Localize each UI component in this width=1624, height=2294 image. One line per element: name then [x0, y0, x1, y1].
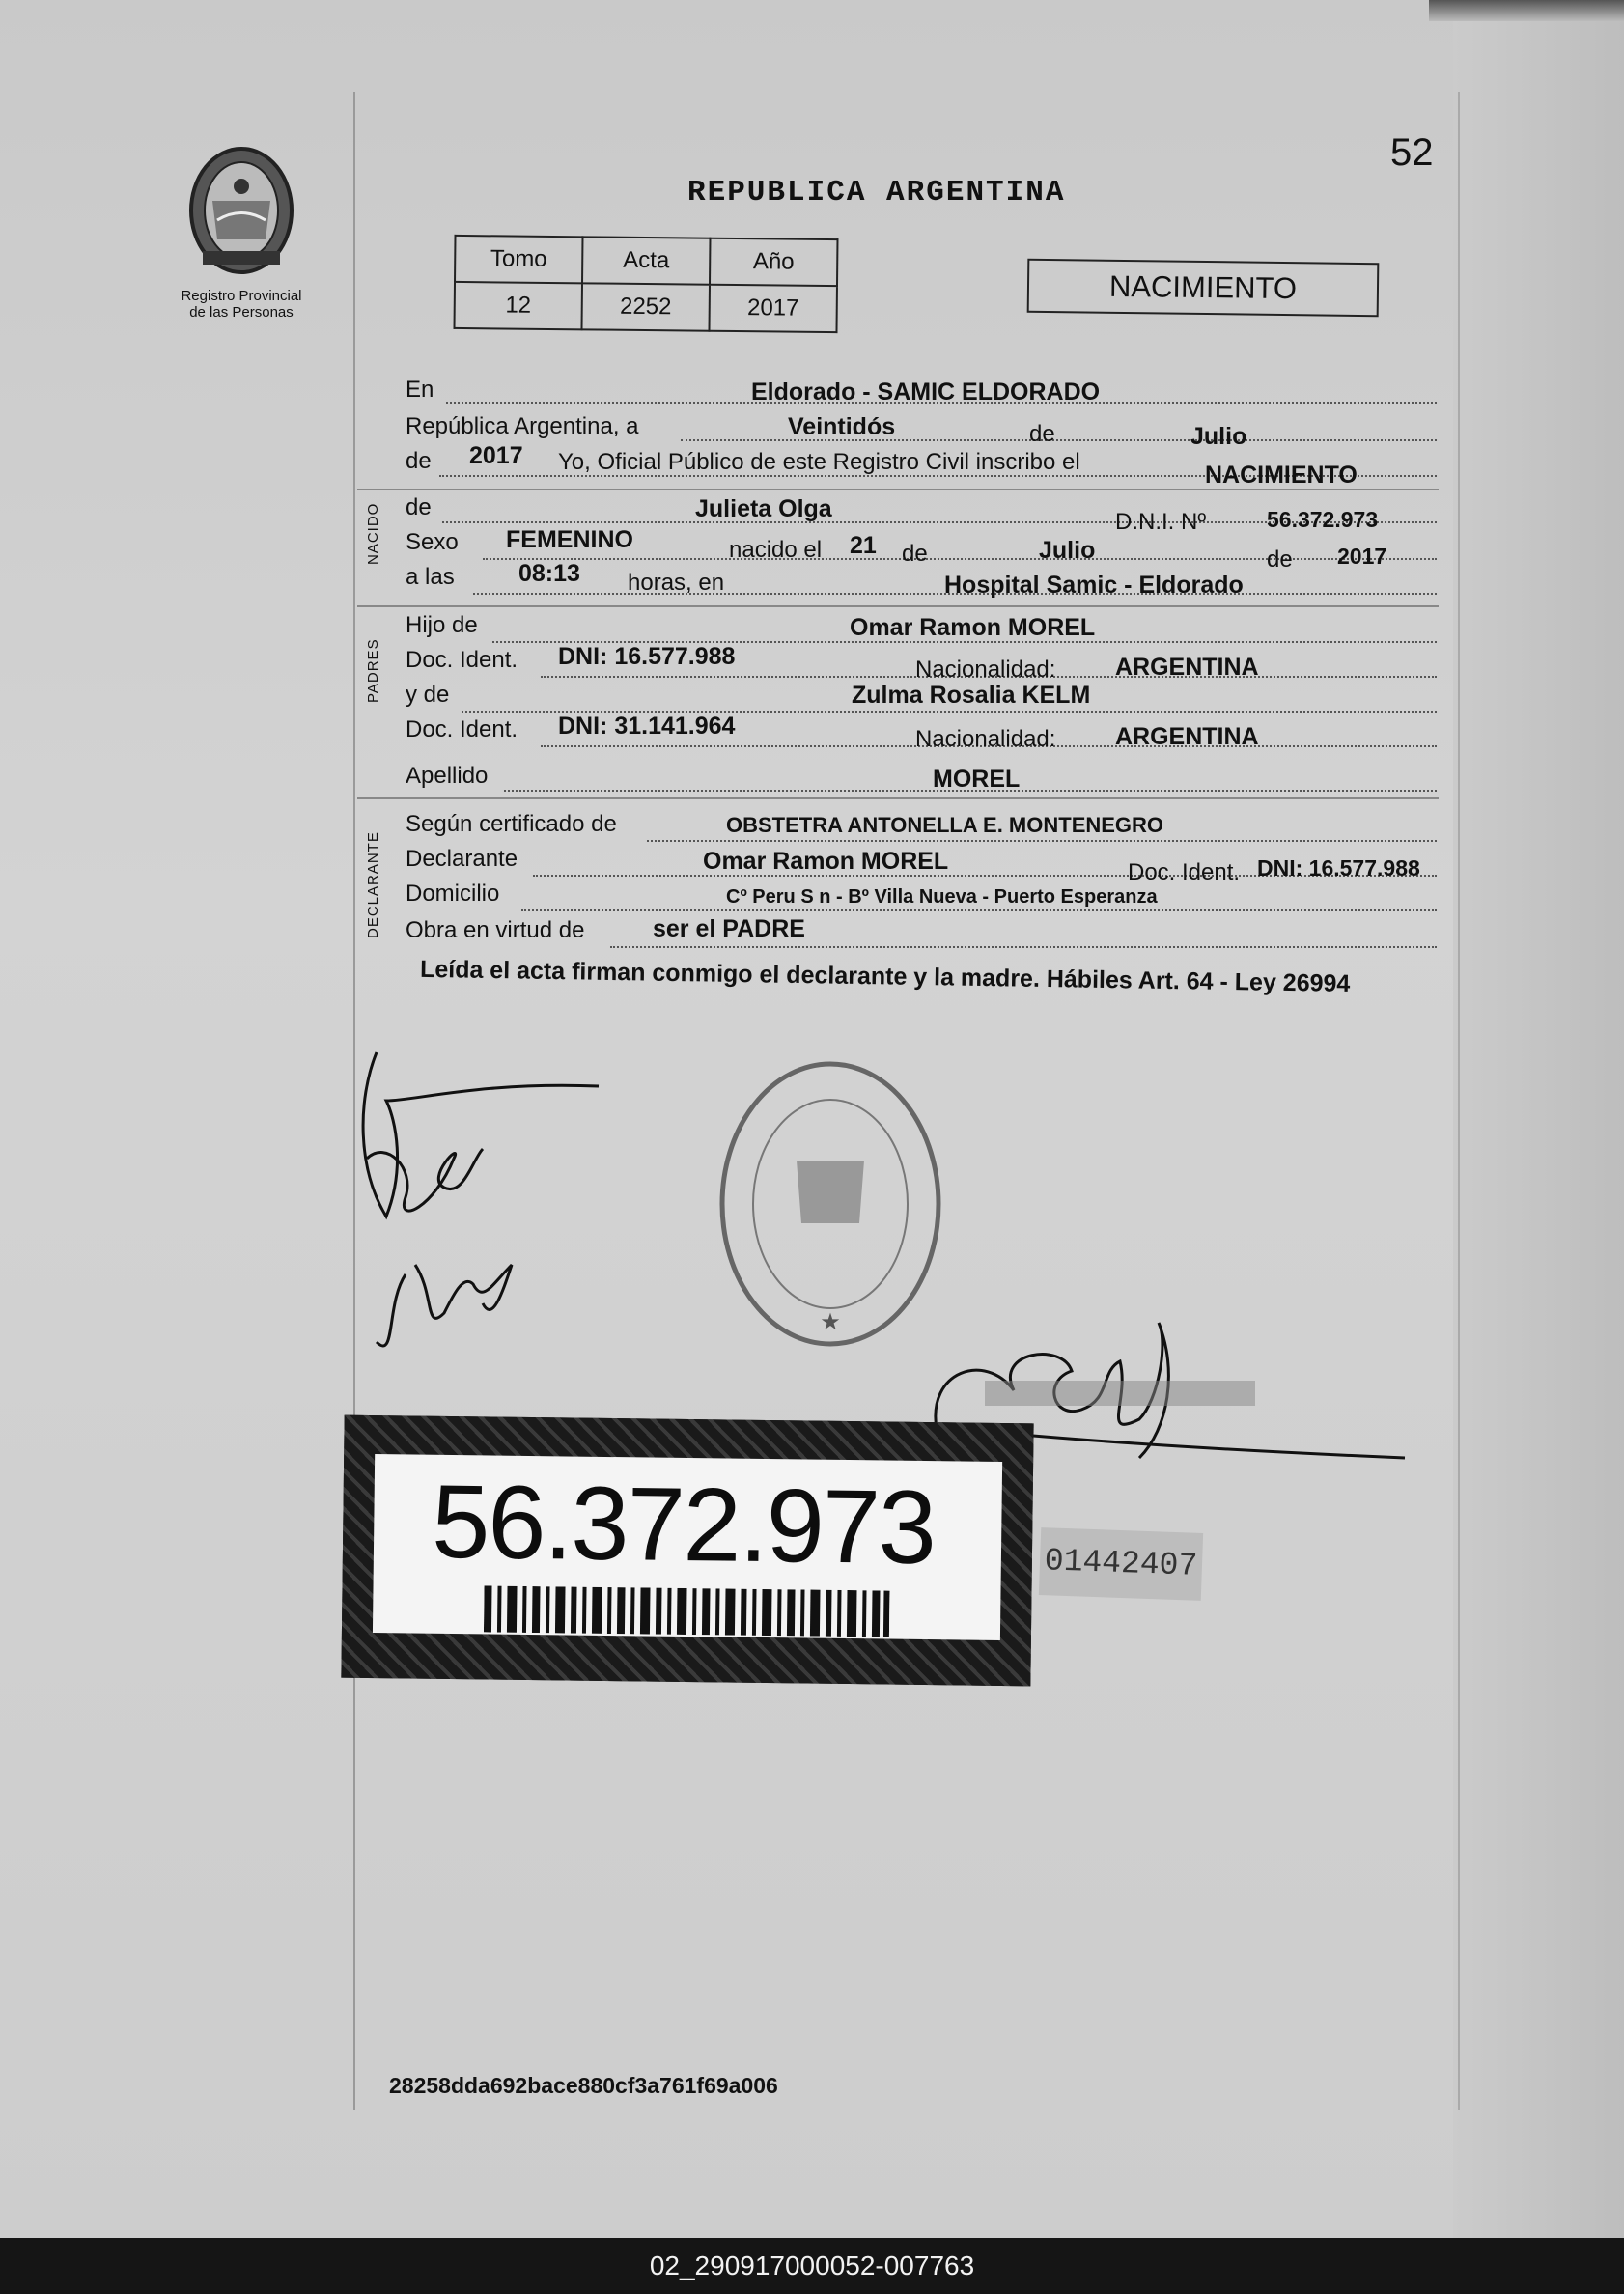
id-label-number: 56.372.973 [431, 1462, 936, 1586]
separator-line [357, 605, 1439, 607]
serial-stamp: 01442407 [1039, 1527, 1203, 1601]
separator-line [357, 797, 1439, 799]
declarant-signature [348, 1043, 618, 1361]
label-domicilio: Domicilio [406, 881, 500, 907]
label-de-mes: de [902, 541, 928, 567]
label-nac-padre: Nacionalidad: [915, 657, 1056, 683]
label-y-de: y de [406, 682, 450, 708]
value-acta: 2252 [582, 283, 710, 330]
act-type-box: NACIMIENTO [1027, 259, 1380, 317]
value-domicilio: Cº Peru S n - Bº Villa Nueva - Puerto Esperanza [726, 886, 1158, 908]
label-doc-madre: Doc. Ident. [406, 716, 518, 742]
value-madre-doc: DNI: 31.141.964 [558, 713, 736, 740]
value-apellido: MOREL [933, 766, 1021, 793]
value-padre-nac: ARGENTINA [1115, 654, 1259, 681]
value-nac-dia: 21 [850, 532, 877, 559]
dotted-line [610, 946, 1437, 948]
side-label-padres: PADRES [365, 638, 381, 703]
country-title: REPUBLICA ARGENTINA [687, 176, 1066, 210]
value-madre: Zulma Rosalia KELM [852, 682, 1091, 709]
province-emblem-logo [174, 143, 309, 278]
label-nacido-el: nacido el [729, 537, 823, 563]
registry-caption-line-2: de las Personas [189, 304, 294, 321]
label-de-anio: de [406, 448, 432, 474]
right-margin-line [1458, 92, 1460, 2110]
label-obra: Obra en virtud de [406, 917, 585, 943]
document-hash: 28258dda692bace880cf3a761f69a006 [389, 2073, 778, 2098]
value-declarante: Omar Ramon MOREL [703, 848, 949, 875]
label-yo: Yo, Oficial Público de este Registro Civil inscribo el [558, 449, 1080, 475]
value-obra: ser el PADRE [653, 915, 805, 942]
side-label-declarante: DECLARANTE [365, 831, 381, 938]
dotted-line [647, 840, 1437, 842]
value-nombre: Julieta Olga [695, 495, 832, 522]
page-corner [1429, 0, 1624, 21]
value-lugar: Hospital Samic - Eldorado [944, 572, 1244, 599]
footer-id: 02_290917000052-007763 [0, 2238, 1624, 2294]
barcode-icon [484, 1585, 890, 1637]
registry-caption-line-1: Registro Provincial [181, 288, 302, 304]
value-anio: 2017 [709, 285, 836, 332]
value-certificado: OBSTETRA ANTONELLA E. MONTENEGRO [726, 813, 1164, 837]
value-dni: 56.372.973 [1267, 507, 1379, 532]
official-seal [710, 1054, 951, 1354]
label-hijo-de: Hijo de [406, 612, 478, 638]
label-horas-en: horas, en [628, 570, 725, 596]
record-table [453, 235, 838, 333]
label-nac-madre: Nacionalidad: [915, 726, 1056, 752]
registry-caption [154, 288, 328, 321]
value-nac-anio: 2017 [1337, 544, 1387, 569]
value-tomo: 12 [455, 282, 582, 329]
header-acta: Acta [582, 237, 710, 284]
value-sexo: FEMENINO [506, 526, 633, 553]
value-padre-doc: DNI: 16.577.988 [558, 643, 736, 670]
label-de-anio-nac: de [1267, 546, 1293, 573]
header-anio: Año [710, 238, 837, 286]
value-dia: Veintidós [788, 413, 896, 440]
label-en: En [406, 377, 434, 403]
dotted-line [483, 558, 1437, 560]
svg-text:★: ★ [820, 1308, 841, 1335]
value-anio: 2017 [469, 442, 523, 469]
label-de-nombre: de [406, 494, 432, 520]
id-label-panel [373, 1454, 1002, 1640]
value-nac-mes: Julio [1039, 537, 1096, 564]
value-hora: 08:13 [518, 560, 580, 587]
label-dni: D.N.I. Nº [1115, 509, 1207, 535]
label-decl-doc: Doc. Ident. [1128, 859, 1241, 885]
closing-note: Leída el acta firman conmigo el declarante y la madre. Hábiles Art. 64 - Ley 26994 [419, 955, 1351, 997]
label-republica: República Argentina, a [406, 413, 639, 439]
value-padre: Omar Ramon MOREL [850, 614, 1096, 641]
label-a-las: a las [406, 564, 455, 590]
label-sexo: Sexo [406, 529, 459, 555]
value-decl-doc: DNI: 16.577.988 [1257, 855, 1420, 881]
side-label-nacido: NACIDO [365, 502, 381, 565]
value-inscribo: NACIMIENTO [1205, 462, 1358, 489]
id-barcode-label [341, 1415, 1033, 1687]
dotted-line [521, 909, 1437, 911]
value-en: Eldorado - SAMIC ELDORADO [751, 378, 1101, 406]
label-de: de [1029, 421, 1055, 447]
page-number: 52 [1390, 131, 1434, 174]
label-certificado: Según certificado de [406, 811, 617, 837]
label-apellido: Apellido [406, 763, 489, 789]
page-edge [1453, 0, 1624, 2238]
header-tomo: Tomo [455, 236, 582, 283]
value-madre-nac: ARGENTINA [1115, 723, 1259, 750]
label-declarante: Declarante [406, 846, 518, 872]
value-mes: Julio [1190, 423, 1247, 450]
label-doc-padre: Doc. Ident. [406, 647, 518, 673]
